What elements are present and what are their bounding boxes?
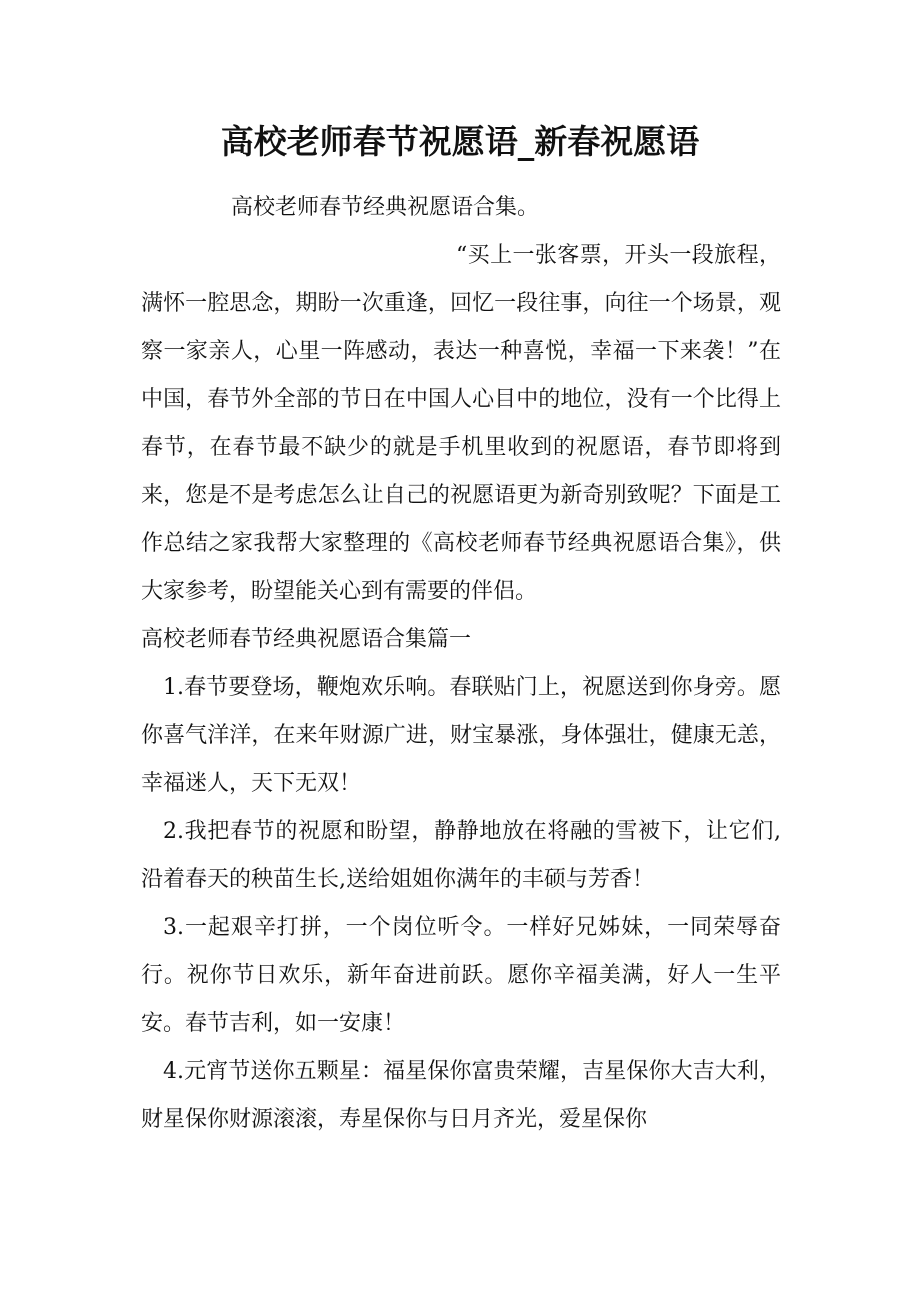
document-body — [141, 184, 781, 1144]
section-heading: 高校老师春节经典祝愿语合集篇一 — [141, 627, 472, 652]
quote-paragraph: “买上一张客票，开头一段旅程，满怀一腔思念，期盼一次重逢，回忆一段往事，向往一个场景，观察一家亲人，心里一阵感动，表达一种喜悦，幸福一下来袭！”在中国，春节外全部的节日在中国人心目中的地位，没有一个比得上春节，在春节最不缺少的就是手机里收到的祝愿语，春节即将到来，您是不是考虑怎么让自己的祝愿语更为新奇别致呢？下面是工作总结之家我帮大家整理的《高校老师春节经典祝愿语合集》，供大家参考，盼望能关心到有需要的伴侣。 — [141, 243, 781, 604]
greeting-item-1: 1.春节要登场，鞭炮欢乐响。春联贴门上，祝愿送到你身旁。愿你喜气洋洋，在来年财源广进，财宝暴涨，身体强壮，健康无恙，幸福迷人，天下无双！ — [141, 675, 781, 796]
intro-paragraph: 高校老师春节经典祝愿语合集。 — [231, 195, 540, 220]
document-title: 高校老师春节祝愿语_新春祝愿语 — [220, 122, 700, 161]
greeting-item-3: 3.一起艰辛打拼，一个岗位听令。一样好兄姊妹，一同荣辱奋行。祝你节日欢乐，新年奋进前跃。愿你辛福美满，好人一生平安。春节吉利，如一安康！ — [141, 915, 781, 1036]
greeting-item-4: 4.元宵节送你五颗星：福星保你富贵荣耀，吉星保你大吉大利，财星保你财源滚滚，寿星保你与日月齐光，爱星保你 — [141, 1059, 781, 1132]
greeting-item-2: 2.我把春节的祝愿和盼望，静静地放在将融的雪被下，让它们,沿着春天的秧苗生长,送给姐姐你满年的丰硕与芳香！ — [141, 819, 781, 892]
